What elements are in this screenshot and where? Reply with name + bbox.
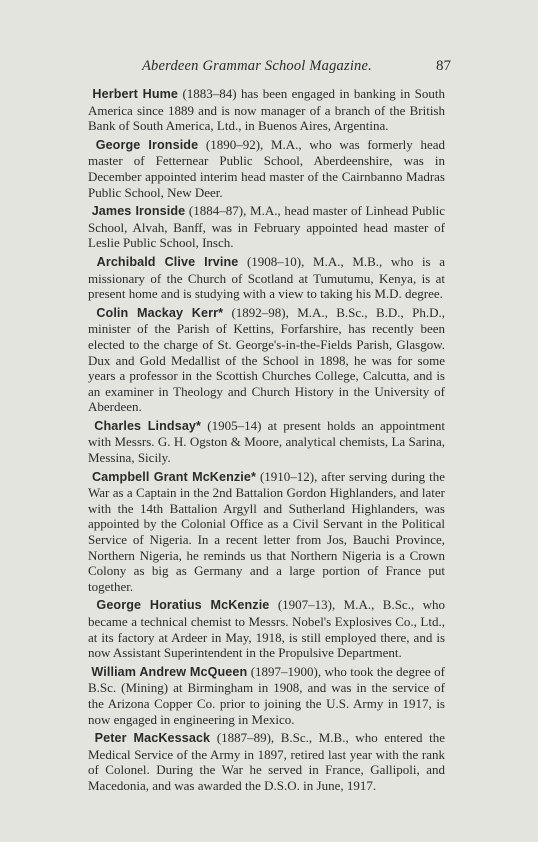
entries-list <box>88 86 445 794</box>
entry-name: George Horatius McKenzie <box>96 598 270 613</box>
entry-george-horatius-mckenzie <box>88 597 445 660</box>
entry-text: (1907–13), M.A., B.Sc., who became a technical chemist to Messrs. Nobel's Explosives Co., Ltd., at its factory at Ardeer in May, 1918, is still employed there, and is now Assistant Superintendent in the Propulsive Department. <box>88 597 445 661</box>
entry-text: (1890–92), M.A., who was formerly head master of Fetternear Public School, Aberdeenshire, was in December appointed interim head master of the Cairnbanno Madras Public School, New Deer. <box>88 136 446 200</box>
entry-text: (1887–89), B.Sc., M.B., who entered the Medical Service of the Army in 1897, retired last year with the rank of Colonel. During the War he served in France, Gallipoli, and Macedonia, and was awarded the D.S.O. in June, 1917. <box>88 730 445 793</box>
page-header <box>88 58 451 78</box>
entry-name: James Ironside <box>91 204 186 219</box>
running-title: Aberdeen Grammar School Magazine. <box>142 58 372 74</box>
entry-james-ironside <box>88 203 445 251</box>
entry-name: George Ironside <box>95 137 199 152</box>
entry-text: (1908–10), M.A., M.B., who is a missionary of the Church of Scotland at Tumutumu, Kenya, is at present home and is studying with a view to taking his M.D. degree. <box>88 253 446 302</box>
entry-name: Colin Mackay Kerr* <box>96 305 224 320</box>
entry-name: William Andrew McQueen <box>91 664 248 679</box>
entry-text: (1897–1900), who took the degree of B.Sc. (Mining) at Birmingham in 1908, and was in the service of the Arizona Copper Co. prior to joining the U.S. Army in 1917, is now engaged in engineering in Mexico. <box>88 663 445 727</box>
entry-text: (1892–98), M.A., B.Sc., B.D., Ph.D., minister of the Parish of Kettins, Forfarshire, has recently been elected to the charge of St. George's-in-the-Fields Parish, Glasgow. Dux and Gold Medallist of the School in 1898, he was for some years a professor in the Scottish Churches College, Calcutta, and is an examiner in Theology and Church History in the University of Aberdeen. <box>88 304 445 415</box>
entry-william-andrew-mcqueen <box>88 664 445 727</box>
page-number: 87 <box>436 58 451 74</box>
entry-name: Herbert Hume <box>92 87 179 101</box>
entry-name: Peter MacKessack <box>94 731 211 746</box>
entry-text: (1884–87), M.A., head master of Linhead Public School, Alvah, Banff, was in February appointed head master of Leslie Public School, Insch. <box>88 203 445 251</box>
entry-colin-mackay-kerr <box>88 305 445 415</box>
entry-name: Charles Lindsay* <box>94 418 202 433</box>
entry-text: (1910–12), after serving during the War as a Captain in the 2nd Battalion Gordon Highlanders, and later with the 14th Battalion Argyll and Sutherland Highlanders, was appointed by the Colonial Office as a Civil Servant in the Political Service of Nigeria. In a recent letter from Jos, Bauchi Province, Northern Nigeria, he reminds us that Northern Nigeria is a Crown Colony as big as Germany and a large portion of France put together. <box>88 468 446 594</box>
entry-name: Campbell Grant McKenzie* <box>91 469 256 484</box>
entry-herbert-hume <box>88 86 445 134</box>
entry-peter-mackessack <box>88 730 445 793</box>
entry-campbell-grant-mckenzie <box>88 469 445 595</box>
entry-charles-lindsay <box>88 418 445 466</box>
entry-george-ironside <box>88 137 445 200</box>
entry-archibald-clive-irvine <box>88 254 445 302</box>
entry-text: (1905–14) at present holds an appointment with Messrs. G. H. Ogston & Moore, analytical chemists, La Sarina, Messina, Sicily. <box>88 417 445 466</box>
entry-name: Archibald Clive Irvine <box>96 254 239 269</box>
entry-text: (1883–84) has been engaged in banking in South America since 1889 and is now manager of a branch of the British Bank of South America, Ltd., in Buenos Aires, Argentina. <box>88 86 446 134</box>
